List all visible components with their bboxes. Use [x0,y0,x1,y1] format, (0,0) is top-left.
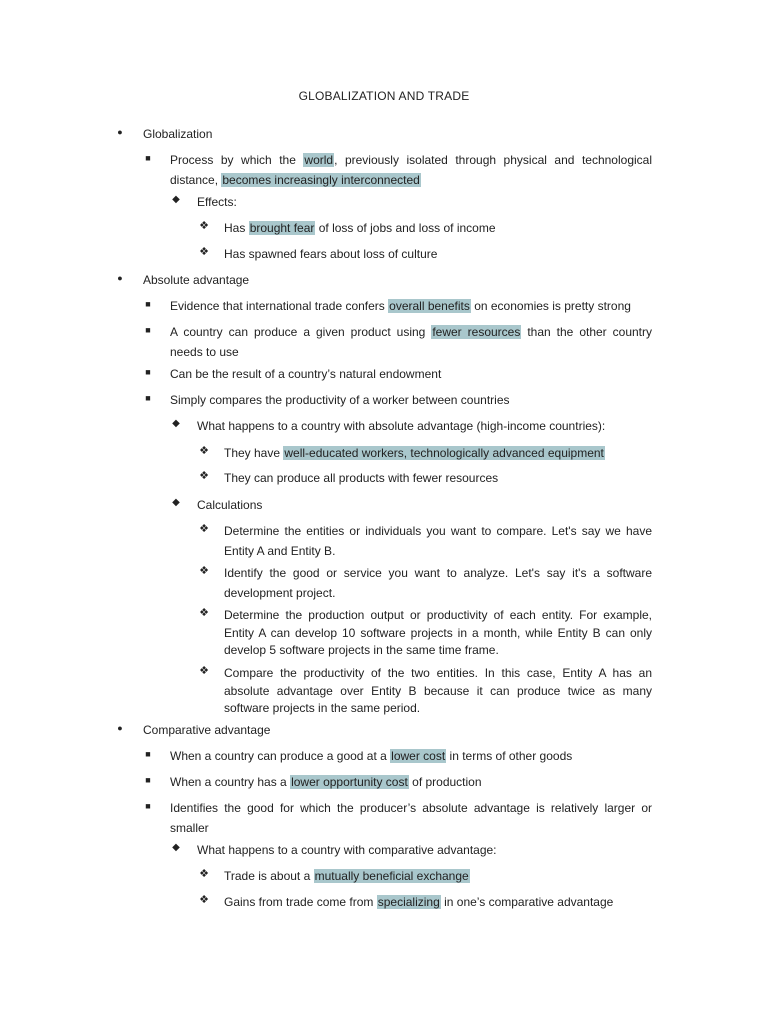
list-item-all-products [196,468,652,488]
list-item-identifies-good [140,798,652,838]
list-item-fewer-resources [140,322,652,362]
list-item-calc-step-2 [196,563,652,603]
fleuron-bullet-icon: ❖ [199,470,209,482]
list-item-text: Simply compares the productivity of a worker between countries [170,393,510,407]
square-bullet-icon: ■ [145,393,151,403]
list-item-opportunity-cost [140,772,652,792]
page-title: GLOBALIZATION AND TRADE [298,89,470,103]
fleuron-bullet-icon: ❖ [199,220,209,232]
list-item-text: Comparative advantage [143,723,271,737]
list-item-text: Identify the good or service you want to analyze. Let's say it's a software development project. [224,566,652,600]
highlight: well-educated workers, technologically advanced equipment [284,446,604,460]
list-item-specializing [196,892,652,912]
list-item-text: Trade is about a mutually beneficial exchange [224,869,469,883]
square-bullet-icon: ■ [145,325,151,335]
highlight: specializing [377,895,440,909]
diamond-bullet-icon: ◆ [172,842,180,853]
list-item-text: Has brought fear of loss of jobs and loss of income [224,221,496,235]
fleuron-bullet-icon: ❖ [199,246,209,258]
list-item-text: Globalization [143,127,213,141]
highlight: overall benefits [389,299,470,313]
list-item-text: Can be the result of a country’s natural endowment [170,367,442,381]
list-item-endowment [140,364,652,384]
list-item-text: Calculations [197,498,263,512]
diamond-bullet-icon: ◆ [172,418,180,429]
list-item-text: Effects: [197,195,237,209]
list-item-text: Determine the production output or productivity of each entity. For example, Entity A can develop 10 software projects in a month, while Entity B can only develop 5 software projects in the same time frame. [224,608,652,657]
list-item-effect-culture [196,244,652,264]
highlight: mutually beneficial exchange [314,869,469,883]
diamond-bullet-icon: ◆ [172,497,180,508]
list-item-text: Determine the entities or individuals you want to compare. Let's say we have Entity A and Entity B. [224,524,652,558]
list-item-text: When a country has a lower opportunity cost of production [170,775,482,789]
list-item-text: Compare the productivity of the two entities. In this case, Entity A has an absolute advantage over Entity B because it can produce twice as many software projects in the same period. [224,666,652,715]
highlight: lower cost [391,749,446,763]
diamond-bullet-icon: ◆ [172,194,180,205]
highlight: world [304,153,334,167]
square-bullet-icon: ■ [145,801,151,811]
fleuron-bullet-icon: ❖ [199,665,209,677]
list-item-globalization-definition [140,150,652,190]
highlight: fewer resources [432,325,521,339]
square-bullet-icon: ■ [145,367,151,377]
list-item-compares-productivity [140,390,652,410]
list-item-calculations [168,495,652,515]
square-bullet-icon: ■ [145,153,151,163]
list-item-text: A country can produce a given product using fewer resources than the other country needs to use [170,325,653,359]
list-item-globalization [112,124,652,144]
list-item-effects [168,192,652,212]
highlight: becomes increasingly interconnected [222,173,420,187]
list-item-mutual-exchange [196,866,652,886]
fleuron-bullet-icon: ❖ [199,565,209,577]
fleuron-bullet-icon: ❖ [199,445,209,457]
round-bullet-icon: ● [117,723,123,733]
list-item-text: Evidence that international trade confers overall benefits on economies is pretty strong [170,299,631,313]
list-item-text: Gains from trade come from specializing in one’s comparative advantage [224,895,614,909]
list-item-absolute-advantage [112,270,652,290]
list-item-calc-step-3 [196,605,652,659]
list-item-text: Absolute advantage [143,273,250,287]
list-item-text: They can produce all products with fewer resources [224,471,499,485]
list-item-text: Process by which the world, previously isolated through physical and technological distance, becomes increasingly interconnected [170,153,652,187]
round-bullet-icon: ● [117,273,123,283]
list-item-lower-cost [140,746,652,766]
highlight: brought fear [249,221,315,235]
fleuron-bullet-icon: ❖ [199,607,209,619]
list-item-absolute-what-happens [168,416,652,436]
list-item-calc-step-4 [196,663,652,717]
highlight: lower opportunity cost [291,775,408,789]
list-item-text: What happens to a country with comparative advantage: [197,843,497,857]
square-bullet-icon: ■ [145,299,151,309]
list-item-text: They have well-educated workers, technologically advanced equipment [224,446,604,460]
square-bullet-icon: ■ [145,775,151,785]
round-bullet-icon: ● [117,127,123,137]
list-item-calc-step-1 [196,521,652,561]
list-item-text: Identifies the good for which the producer’s absolute advantage is relatively larger or smaller [170,801,652,835]
list-item-effect-fear [196,218,652,238]
fleuron-bullet-icon: ❖ [199,894,209,906]
list-item-text: What happens to a country with absolute advantage (high-income countries): [197,419,606,433]
list-item-well-educated [196,443,652,463]
fleuron-bullet-icon: ❖ [199,868,209,880]
square-bullet-icon: ■ [145,749,151,759]
list-item-text: When a country can produce a good at a lower cost in terms of other goods [170,749,573,763]
list-item-evidence [140,296,652,316]
list-item-comparative-what-happens [168,840,652,860]
fleuron-bullet-icon: ❖ [199,523,209,535]
list-item-comparative-advantage [112,720,652,740]
list-item-text: Has spawned fears about loss of culture [224,247,438,261]
